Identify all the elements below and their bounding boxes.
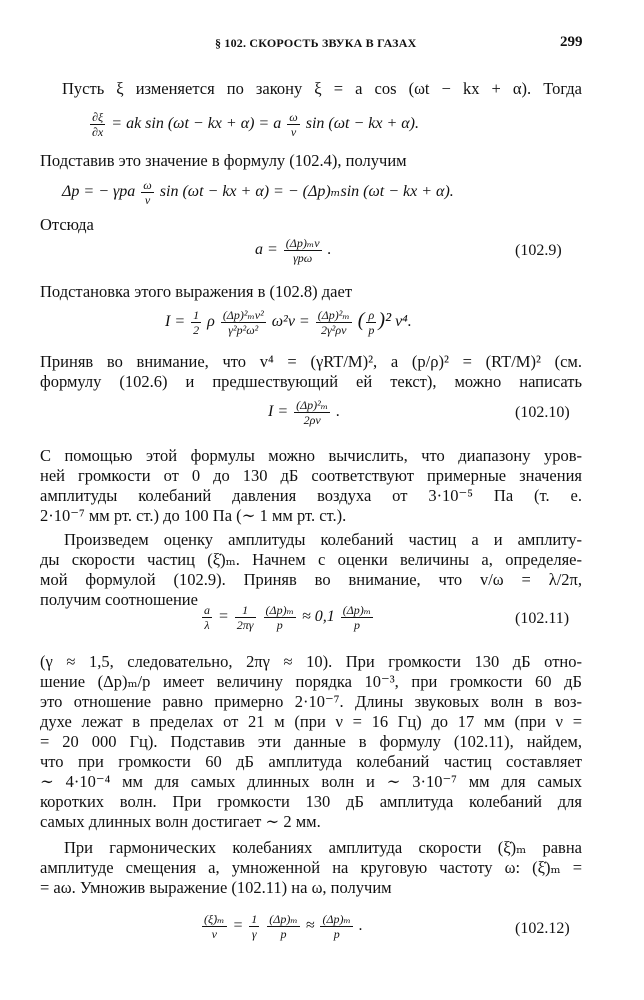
paragraph-line: коротких волн. При громкости 130 дБ амплитуда колебаний для [40,792,582,811]
equation-number: (102.9) [515,242,562,259]
text-line: Подстановка этого выражения в (102.8) дает [40,282,353,301]
formula-dxi-dx: $\frac{\partial\xi}{\partial x}$ = ak sin (ωt − kx + α) = a $\frac{\omega}{v}$ sin (ωt − kx + α). [92,110,419,139]
paragraph-line: духе лежат в пределах от 21 м (при ν = 16 Гц) до 17 мм (при ν = [40,712,582,731]
paragraph-line: Произведем оценку амплитуды колебаний частиц a и амплиту- [64,530,582,549]
fraction: $\frac{\text{(ξ̇)ₘ}}{v}$ [204,912,225,941]
formula-intensity: I = $\frac{1}{2}$ ρ $\frac{\text{(Δp)²ₘv²}}{\text{γ²p²ω²}}$ ω²v = $\frac{\text{(Δp)²ₘ}}{\text{2γ²ρv}}$ ( $\frac{\rho}{p}$ )² v⁴. [165,308,412,337]
fraction: $\frac{a}{\lambda}$ [204,603,210,632]
fraction: $\frac{\text{(Δp)²ₘ}}{2\rho v}$ [296,398,329,427]
page-header [0,36,644,56]
fraction: $\frac{\text{(Δp)ₘ}}{p}$ [265,603,294,632]
paragraph-line: При гармонических колебаниях амплитуда скорости (ξ̇)ₘ равна [64,838,582,857]
text-line: формулу (102.6) и предшествующий ей текст), можно написать [40,372,582,391]
equation-number: (102.10) [515,404,570,421]
fraction: $\frac{\text{(Δp)²ₘv²}}{\text{γ²p²ω²}}$ [222,308,264,337]
equation-number: (102.12) [515,920,570,937]
paragraph-line: что при громкости 60 дБ амплитуда колебаний частиц составляет [40,752,582,771]
text-line: Приняв во внимание, что v⁴ = (γRT/M)², а (p/ρ)² = (RT/M)² (см. [40,352,582,371]
fraction: $\frac{\text{(Δp)ₘ}}{p}$ [322,912,351,941]
paragraph-line: С помощью этой формулы можно вычислить, что диапазону уров- [40,446,582,465]
paragraph-line: ней громкости от 0 до 130 дБ соответствуют примерные значения [40,466,582,485]
fraction: $\frac{1}{\gamma}$ [251,912,258,941]
fraction: $\frac{1}{2}$ [193,308,200,337]
fraction: $\frac{\omega}{v}$ [289,110,298,139]
fraction: $\frac{\rho}{p}$ [368,308,375,337]
paragraph-line: амплитуде смещения a, умноженной на круговую частоту ω: (ξ̇)ₘ = [40,858,582,877]
text-line: Пусть ξ изменяется по закону ξ = a cos (ωt − kx + α). Тогда [62,79,582,98]
formula-velocity-ratio: $\frac{\text{(ξ̇)ₘ}}{v}$ = $\frac{1}{\gamma}$ $\frac{\text{(Δp)ₘ}}{p}$ ≈ $\frac{\text{(Δp)ₘ}}{p}$ . [204,912,363,941]
formula-amplitude-ratio: $\frac{a}{\lambda}$ = $\frac{1}{2\pi\gamma}$ $\frac{\text{(Δp)ₘ}}{p}$ ≈ 0,1 $\frac{\text{(Δp)ₘ}}{p}$ [204,603,372,632]
paragraph-line: ∼ 4·10⁻⁴ мм для самых длинных волн и ∼ 3·10⁻⁷ мм для самых [40,772,582,791]
fraction: $\frac{\text{(Δp)ₘv}}{\text{γpω}}$ [285,236,320,265]
page-number: 299 [560,34,583,50]
formula-intensity-simplified: I = $\frac{\text{(Δp)²ₘ}}{2\rho v}$ . [268,398,341,427]
fraction: $\frac{\text{(Δp)ₘ}}{p}$ [269,912,298,941]
paragraph-line: шение (Δp)ₘ/p имеет величину порядка 10⁻³, при громкости 60 дБ [40,672,582,691]
paragraph-line: = 20 000 Гц). Подставив эти данные в формулу (102.11), найдем, [40,732,582,751]
paragraph-line: (γ ≈ 1,5, следовательно, 2πγ ≈ 10). При громкости 130 дБ отно- [40,652,582,671]
fraction: $\frac{\text{(Δp)ₘ}}{p}$ [342,603,372,632]
text-line: Подставив это значение в формулу (102.4), получим [40,151,407,170]
paragraph-line: мой формулой (102.9). Приняв во внимание, что v/ω = λ/2π, [40,570,582,589]
text-line: Отсюда [40,215,94,234]
formula-a: a = $\frac{\text{(Δp)ₘv}}{\text{γpω}}$ . [255,236,332,265]
paragraph-line: = aω. Умножив выражение (102.11) на ω, получим [40,878,392,897]
fraction: $\frac{\partial\xi}{\partial x}$ [92,110,104,139]
paragraph-line: это отношение равно примерно 2·10⁻⁷. Длины звуковых волн в воз- [40,692,582,711]
running-head: § 102. СКОРОСТЬ ЗВУКА В ГАЗАХ [215,36,417,50]
paragraph-line: 2·10⁻⁷ мм рт. ст.) до 100 Па (∼ 1 мм рт. ст.). [40,506,347,525]
equation-number: (102.11) [515,610,570,627]
formula-delta-p: Δp = − γpa $\frac{\omega}{v}$ sin (ωt − kx + α) = − (Δp)ₘsin (ωt − kx + α). [62,178,454,207]
paragraph-line: амплитуды колебаний давления воздуха от 3·10⁻⁵ Па (т. е. [40,486,582,505]
paragraph-line: ды скорости частиц (ξ̇)ₘ. Начнем с оценки величины a, определяе- [40,550,582,569]
fraction: $\frac{\text{(Δp)²ₘ}}{\text{2γ²ρv}}$ [317,308,350,337]
paragraph-line: самых длинных волн достигает ∼ 2 мм. [40,812,321,831]
fraction: $\frac{1}{2\pi\gamma}$ [236,603,254,632]
paragraph-line: получим соотношение [40,590,198,609]
fraction: $\frac{\omega}{v}$ [143,178,152,207]
